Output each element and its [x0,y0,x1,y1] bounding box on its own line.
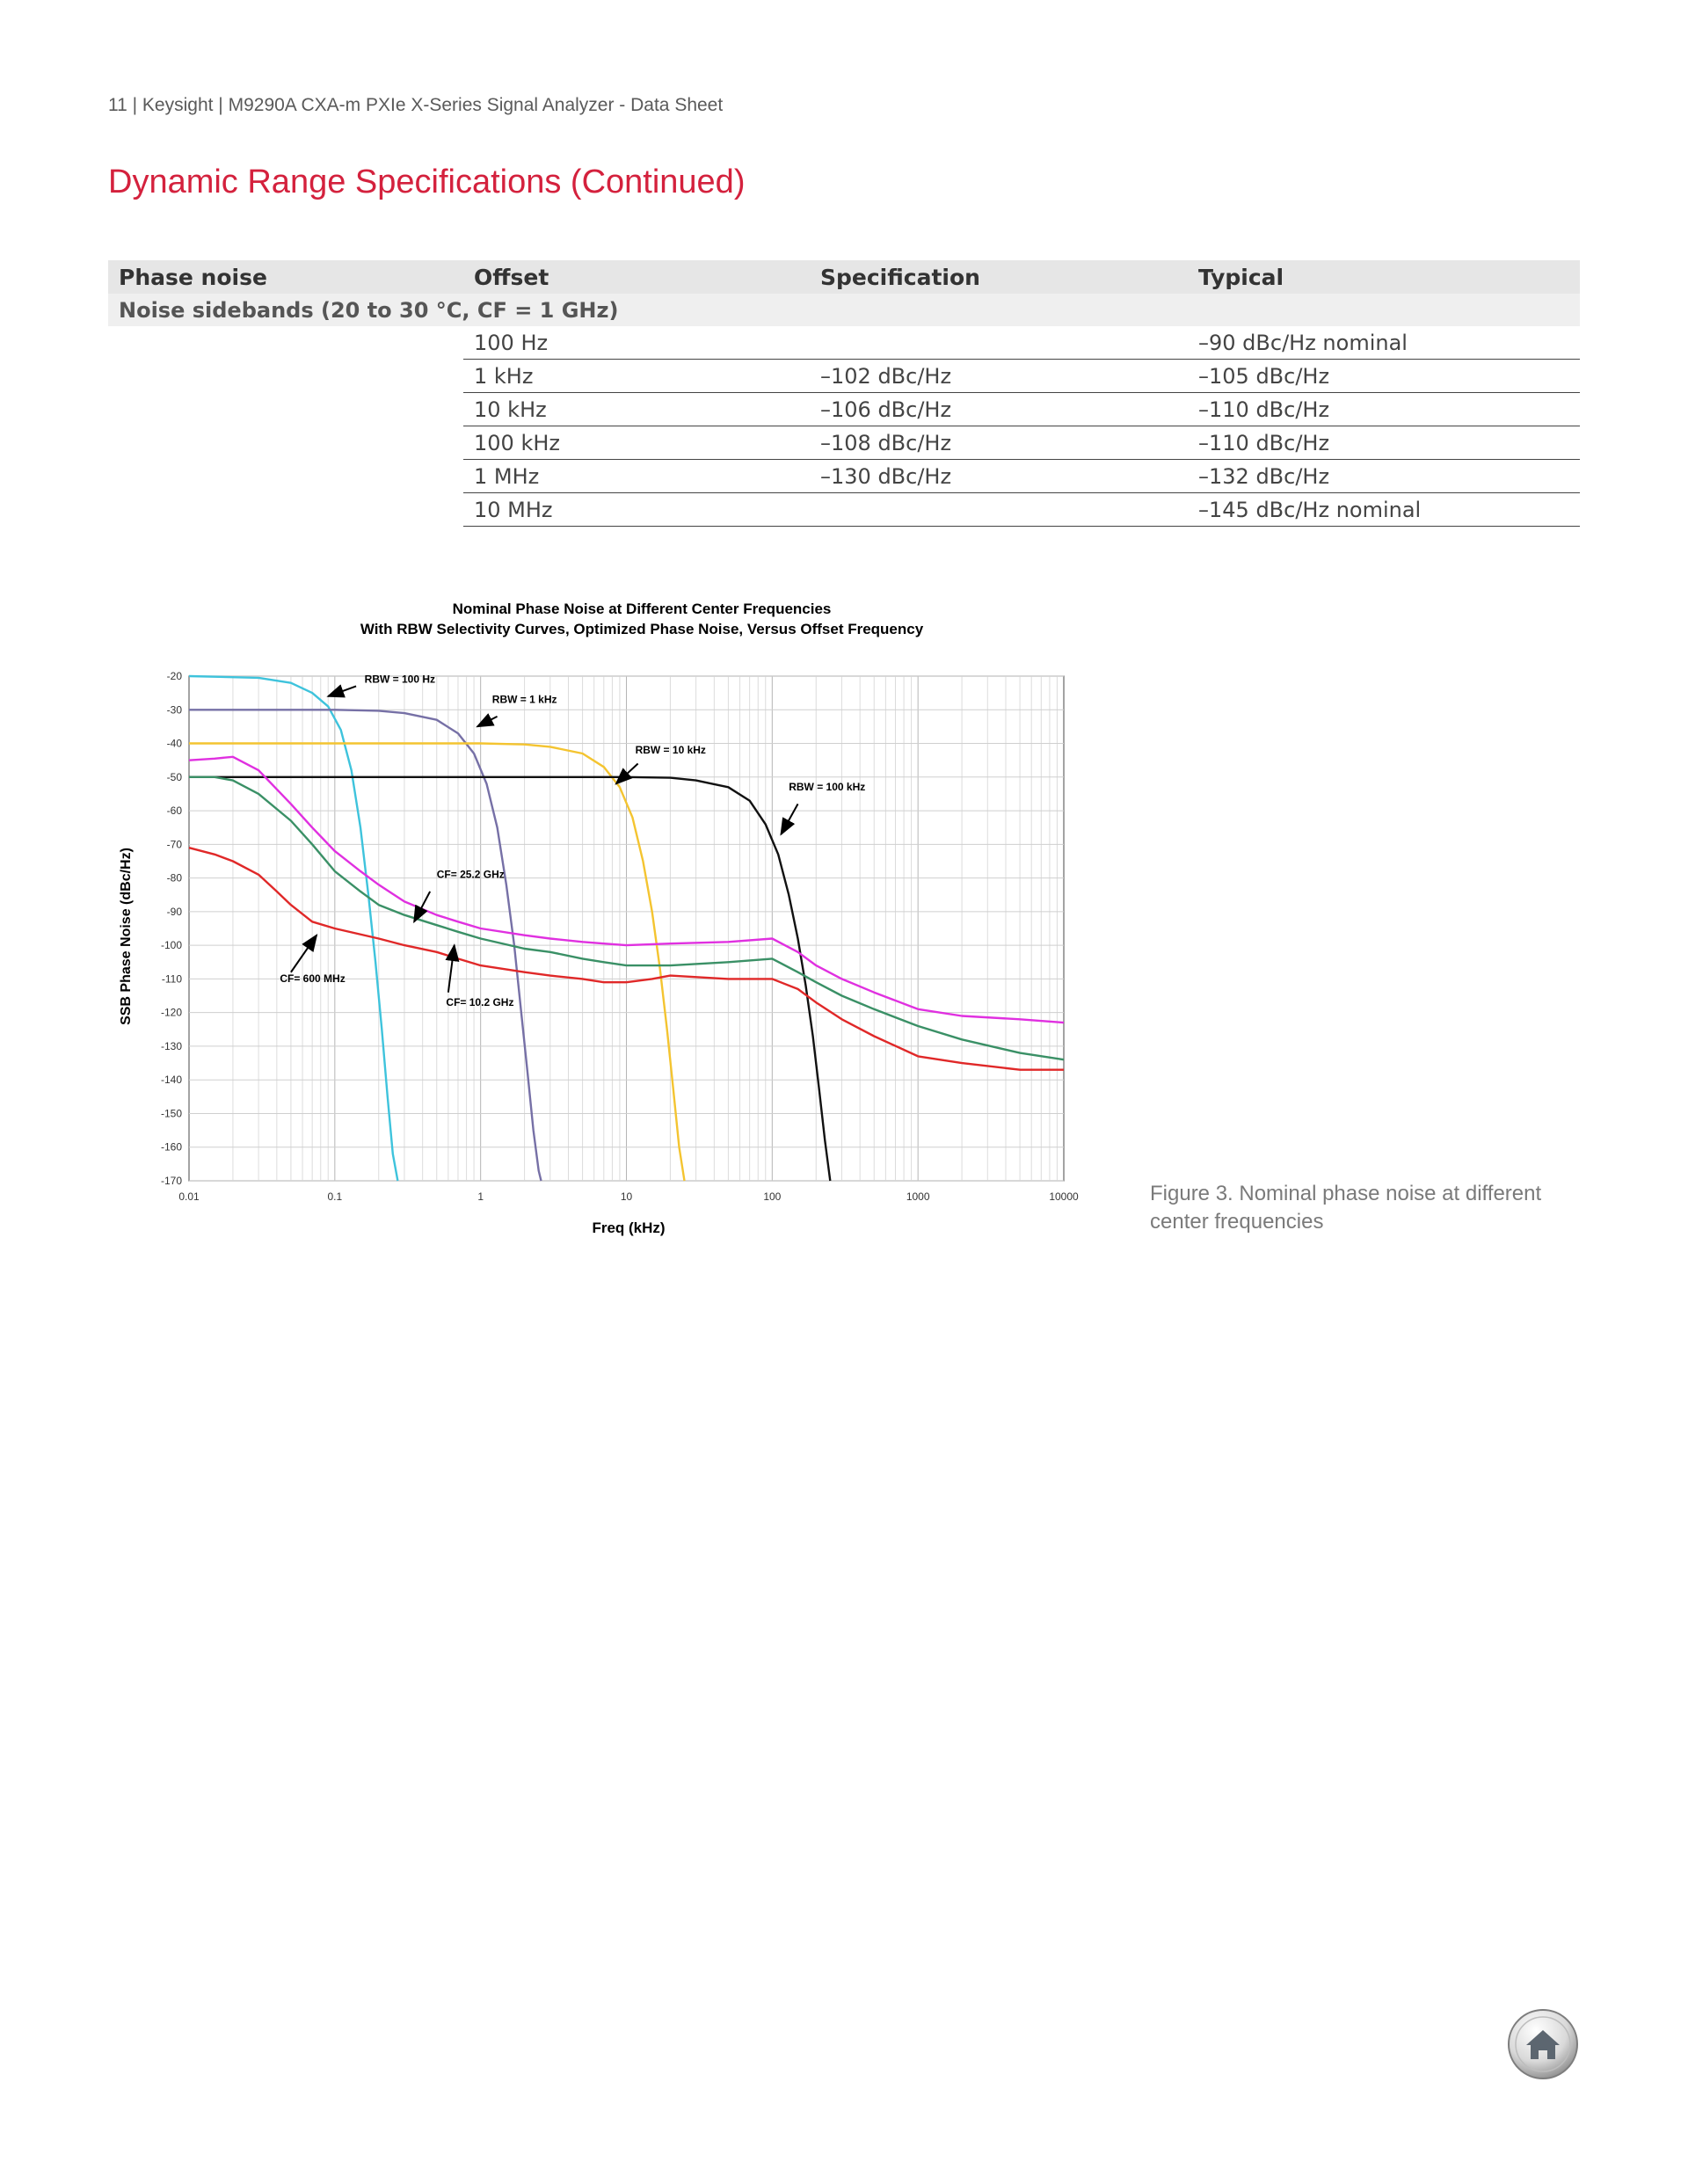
x-tick-label: 0.01 [178,1190,200,1203]
phase-noise-table [108,260,1580,527]
x-tick-label: 10 [620,1190,633,1203]
annotation-label: CF= 600 MHz [280,972,346,986]
home-button[interactable] [1507,2008,1579,2080]
x-tick-label: 100 [763,1190,782,1203]
column-header: Offset [463,260,810,294]
x-axis-label: Freq (kHz) [592,1219,666,1236]
table-cell-empty [108,360,463,393]
annotation-label: RBW = 10 kHz [635,744,706,757]
y-tick-label: -160 [160,1140,182,1154]
y-tick-label: -120 [160,1006,182,1019]
offset-cell: 100 Hz [463,326,810,360]
table-row [108,493,1580,527]
home-icon [1507,2008,1579,2080]
annotation-label: RBW = 100 Hz [364,673,436,686]
y-axis-label: SSB Phase Noise (dBc/Hz) [119,848,134,1025]
page-header: 11 | Keysight | M9290A CXA-m PXIe X-Series Signal Analyzer - Data Sheet [108,95,724,115]
spec-cell: –106 dBc/Hz [810,393,1188,426]
chart-subtitle: With RBW Selectivity Curves, Optimized Phase Noise, Versus Offset Frequency [360,621,924,637]
y-tick-label: -170 [160,1175,182,1187]
spec-cell [810,493,1188,527]
spec-cell: –102 dBc/Hz [810,360,1188,393]
spec-cell [810,326,1188,360]
typical-cell: –90 dBc/Hz nominal [1188,326,1580,360]
typical-cell: –145 dBc/Hz nominal [1188,493,1580,527]
y-tick-label: -90 [166,905,182,918]
section-title: Dynamic Range Specifications (Continued) [108,164,746,200]
phase-noise-chart [106,589,1099,1240]
annotation-label: RBW = 1 kHz [491,693,557,706]
table-cell-empty [108,393,463,426]
typical-cell: –110 dBc/Hz [1188,426,1580,460]
offset-cell: 10 MHz [463,493,810,527]
table-header-row [108,260,1580,294]
phase-noise-chart-svg [106,589,1099,1240]
x-tick-label: 1 [477,1190,484,1203]
y-tick-label: -140 [160,1074,182,1087]
table-row [108,393,1580,426]
table-cell-empty [108,426,463,460]
y-tick-label: -110 [161,972,182,986]
chart-title: Nominal Phase Noise at Different Center Frequencies [452,601,832,617]
y-tick-label: -50 [166,770,182,783]
x-tick-label: 0.1 [327,1190,343,1203]
table-subheader-row [108,294,1580,326]
spec-cell: –130 dBc/Hz [810,460,1188,493]
y-tick-label: -80 [166,871,182,885]
y-tick-label: -30 [166,703,182,717]
table-cell-empty [108,493,463,527]
annotation-label: CF= 10.2 GHz [446,996,514,1009]
typical-cell: –105 dBc/Hz [1188,360,1580,393]
offset-cell: 1 kHz [463,360,810,393]
noise-sidebands-label: Noise sidebands (20 to 30 °C, CF = 1 GHz) [108,294,1580,326]
table-cell-empty [108,460,463,493]
spec-cell: –108 dBc/Hz [810,426,1188,460]
y-tick-label: -130 [160,1039,182,1052]
y-tick-label: -100 [160,939,182,952]
column-header: Phase noise [108,260,463,294]
y-tick-label: -60 [166,804,182,818]
y-tick-label: -150 [160,1107,182,1120]
table-row [108,326,1580,360]
offset-cell: 100 kHz [463,426,810,460]
column-header: Specification [810,260,1188,294]
annotation-label: CF= 25.2 GHz [436,868,505,881]
y-tick-label: -20 [166,670,182,682]
typical-cell: –110 dBc/Hz [1188,393,1580,426]
column-header: Typical [1188,260,1580,294]
offset-cell: 1 MHz [463,460,810,493]
y-tick-label: -40 [166,737,182,750]
y-tick-label: -70 [166,838,182,851]
typical-cell: –132 dBc/Hz [1188,460,1580,493]
x-tick-label: 1000 [906,1190,930,1203]
table-row [108,460,1580,493]
table-row [108,426,1580,460]
annotation-label: RBW = 100 kHz [789,781,866,794]
offset-cell: 10 kHz [463,393,810,426]
table-cell-empty [108,326,463,360]
figure-caption: Figure 3. Nominal phase noise at different center frequencies [1150,1182,1542,1234]
x-tick-label: 10000 [1049,1190,1079,1203]
table-row [108,360,1580,393]
